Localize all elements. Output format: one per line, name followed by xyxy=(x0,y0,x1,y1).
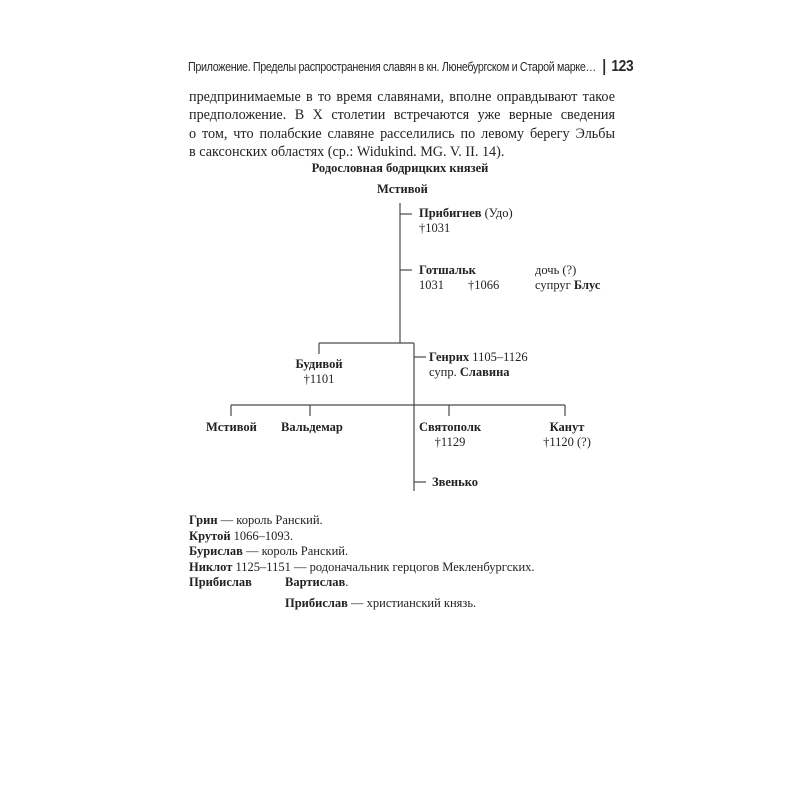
note-text: . xyxy=(345,575,349,589)
person-death: †1031 xyxy=(419,221,451,235)
person-years: 1105–1126 xyxy=(469,350,528,364)
note-text: 1066–1093. xyxy=(230,528,294,543)
note-text: — король Ранский. xyxy=(217,513,323,527)
genealogy-title: Родословная бодрицких князей xyxy=(311,161,489,175)
note-row xyxy=(189,529,535,545)
person-death: †1101 xyxy=(303,372,335,386)
person-name: Генрих xyxy=(429,350,470,364)
node-genrikh xyxy=(429,350,528,380)
page-number: 123 xyxy=(611,58,634,75)
person-alias: (Удо) xyxy=(481,206,513,220)
person-death: †1120 (?) xyxy=(543,435,591,449)
node-mstivoy-root xyxy=(377,182,428,197)
body-line: в саксонских областях (ср.: Widukind. MG. V. II. 14). xyxy=(189,144,505,161)
spouse-prefix: супруг xyxy=(535,278,574,292)
node-knut xyxy=(530,420,604,450)
note-name: Вартислав xyxy=(285,575,346,589)
note-text: — король Ранский. xyxy=(242,544,349,558)
note-text: 1125–1151 — родоначальник герцогов Мекленбургских. xyxy=(232,559,535,574)
person-reign: 1031 xyxy=(419,278,444,292)
notes-list xyxy=(189,513,535,611)
person-name: Будивой xyxy=(295,357,343,371)
note-row xyxy=(189,596,535,612)
person-death: †1129 xyxy=(434,435,466,449)
person-name: Вальдемар xyxy=(281,420,343,434)
person-name: Прибигнев xyxy=(419,206,482,220)
daughter-label: дочь (?) xyxy=(535,263,577,277)
node-zvenko xyxy=(432,475,478,490)
person-death: †1066 xyxy=(468,278,500,292)
running-head-title: Приложение. Пределы распространения славян в кн. Люнебургском и Старой марке… xyxy=(188,60,596,74)
node-gotshalk xyxy=(419,263,499,293)
body-line: предпринимаемые в то время славянами, вполне оправдывают такое xyxy=(189,89,615,105)
spouse-name: Блус xyxy=(573,278,601,292)
node-svyatopolk xyxy=(412,420,488,450)
node-valdemar xyxy=(281,420,343,435)
note-name: Крутой xyxy=(189,528,231,543)
person-name: Звенько xyxy=(432,475,478,489)
node-pribignev xyxy=(419,206,513,236)
body-line: о том, что полабские славяне расселились по левому берегу Эльбы xyxy=(189,125,615,142)
note-row xyxy=(189,544,535,560)
person-name: Канут xyxy=(549,420,585,434)
note-name: Прибислав xyxy=(189,575,252,589)
spouse-name: Славина xyxy=(459,365,510,379)
node-budivoy xyxy=(278,357,360,387)
note-name: Прибислав xyxy=(285,595,348,610)
person-name: Готшальк xyxy=(419,263,476,277)
note-row xyxy=(189,513,535,529)
person-name: Мстивой xyxy=(206,420,257,434)
body-line: предположение. В X столетии встречаются уже верные сведения xyxy=(189,107,615,124)
node-mstivoy-2 xyxy=(206,420,257,435)
person-name: Мстивой xyxy=(377,182,428,196)
note-name: Никлот xyxy=(189,559,233,574)
node-daughter xyxy=(535,263,600,293)
person-name: Святополк xyxy=(418,420,482,434)
note-name: Грин xyxy=(189,513,218,527)
note-text: — христианский князь. xyxy=(347,595,477,610)
spouse-prefix: супр. xyxy=(429,365,460,379)
note-row xyxy=(189,575,535,591)
note-name: Бурислав xyxy=(189,544,243,558)
note-row xyxy=(189,560,535,576)
